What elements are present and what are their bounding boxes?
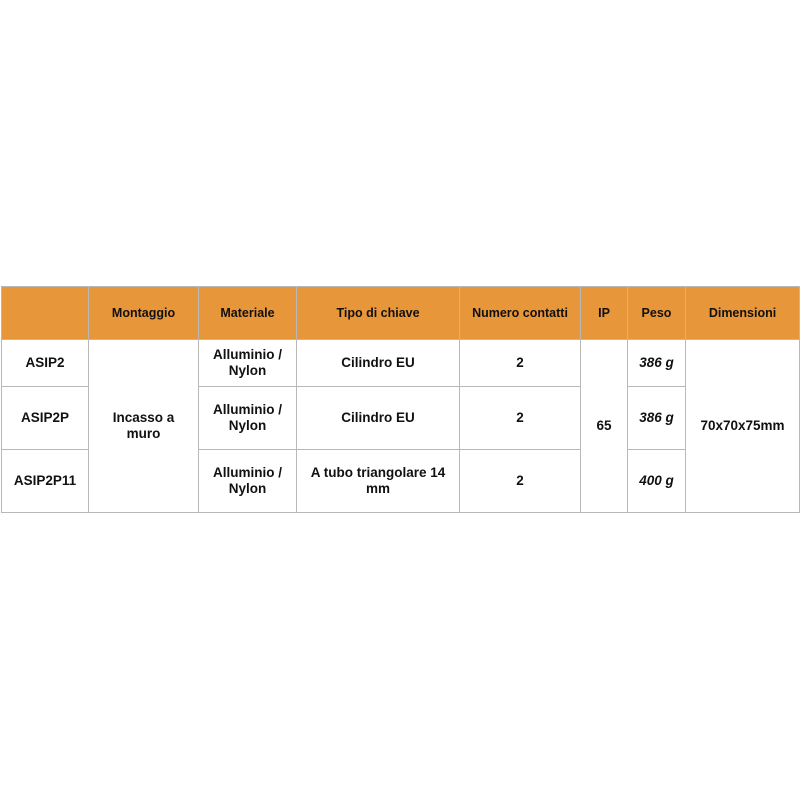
cell-model: ASIP2P11 bbox=[2, 450, 89, 513]
cell-contacts: 2 bbox=[460, 387, 581, 450]
spec-table bbox=[1, 286, 800, 513]
cell-model: ASIP2P bbox=[2, 387, 89, 450]
cell-material: Alluminio / Nylon bbox=[199, 340, 297, 387]
header-key-type: Tipo di chiave bbox=[297, 287, 460, 340]
cell-model: ASIP2 bbox=[2, 340, 89, 387]
cell-material: Alluminio / Nylon bbox=[199, 387, 297, 450]
header-contacts: Numero contatti bbox=[460, 287, 581, 340]
cell-ip: 65 bbox=[581, 340, 628, 513]
cell-contacts: 2 bbox=[460, 450, 581, 513]
header-model bbox=[2, 287, 89, 340]
cell-material: Alluminio / Nylon bbox=[199, 450, 297, 513]
cell-contacts: 2 bbox=[460, 340, 581, 387]
header-dimensions: Dimensioni bbox=[686, 287, 800, 340]
header-mounting: Montaggio bbox=[89, 287, 199, 340]
header-ip: IP bbox=[581, 287, 628, 340]
cell-weight: 386 g bbox=[628, 340, 686, 387]
cell-weight: 386 g bbox=[628, 387, 686, 450]
cell-weight: 400 g bbox=[628, 450, 686, 513]
cell-mounting: Incasso a muro bbox=[89, 340, 199, 513]
cell-key-type: Cilindro EU bbox=[297, 340, 460, 387]
table-row bbox=[2, 340, 800, 387]
header-weight: Peso bbox=[628, 287, 686, 340]
cell-key-type: Cilindro EU bbox=[297, 387, 460, 450]
header-row bbox=[2, 287, 800, 340]
cell-key-type: A tubo triangolare 14 mm bbox=[297, 450, 460, 513]
cell-dimensions: 70x70x75mm bbox=[686, 340, 800, 513]
header-material: Materiale bbox=[199, 287, 297, 340]
